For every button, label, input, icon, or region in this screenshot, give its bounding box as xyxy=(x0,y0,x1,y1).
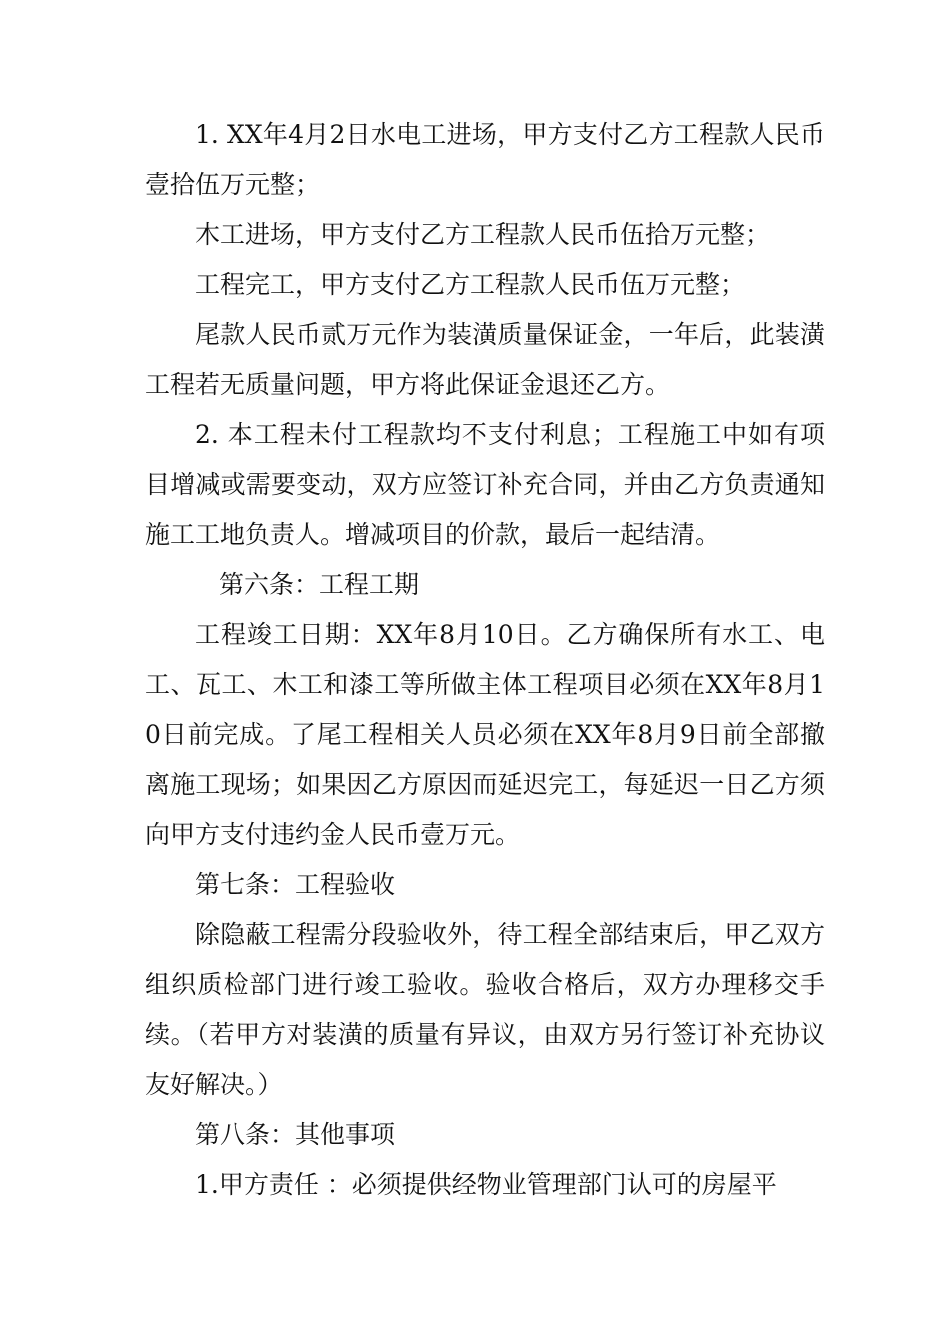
document-body xyxy=(145,110,825,1210)
paragraph-party-a-duty: 1.甲方责任 ：必须提供经物业管理部门认可的房屋平 xyxy=(195,1170,777,1199)
paragraph-payment-2: 2. 本工程未付工程款均不支付利息；工程施工中如有项目增减或需要变动，双方应签订补充合同，并由乙方负责通知施工工地负责人。增减项目的价款，最后一起结清。 xyxy=(145,420,825,549)
section-heading-article-7: 第七条：工程验收 xyxy=(195,870,396,899)
paragraph-payment-completion: 工程完工，甲方支付乙方工程款人民币伍万元整； xyxy=(195,270,746,299)
paragraph-payment-carpentry: 木工进场，甲方支付乙方工程款人民币伍拾万元整； xyxy=(195,220,771,249)
paragraph-schedule: 工程竣工日期：XX年8月10日。乙方确保所有水工、电工、瓦工、木工和漆工等所做主体工程项目必须在XX年8月10日前完成。了尾工程相关人员必须在XX年8月9日前全部撤离施工现场；如果因乙方原因而延迟完工，每延迟一日乙方须向甲方支付违约金人民币壹万元。 xyxy=(145,620,825,849)
paragraph-payment-1: 1. XX年4月2日水电工进场，甲方支付乙方工程款人民币壹拾伍万元整； xyxy=(145,120,825,199)
paragraph-acceptance: 除隐蔽工程需分段验收外，待工程全部结束后，甲乙双方组织质检部门进行竣工验收。验收合格后，双方办理移交手续。（若甲方对装潢的质量有异议，由双方另行签订补充协议友好解决。） xyxy=(145,920,825,1099)
paragraph-retention-money: 尾款人民币贰万元作为装潢质量保证金，一年后，此装潢工程若无质量问题，甲方将此保证金退还乙方。 xyxy=(145,320,825,399)
section-heading-article-6: 第六条：工程工期 xyxy=(219,570,420,599)
section-heading-article-8: 第八条：其他事项 xyxy=(195,1120,396,1149)
